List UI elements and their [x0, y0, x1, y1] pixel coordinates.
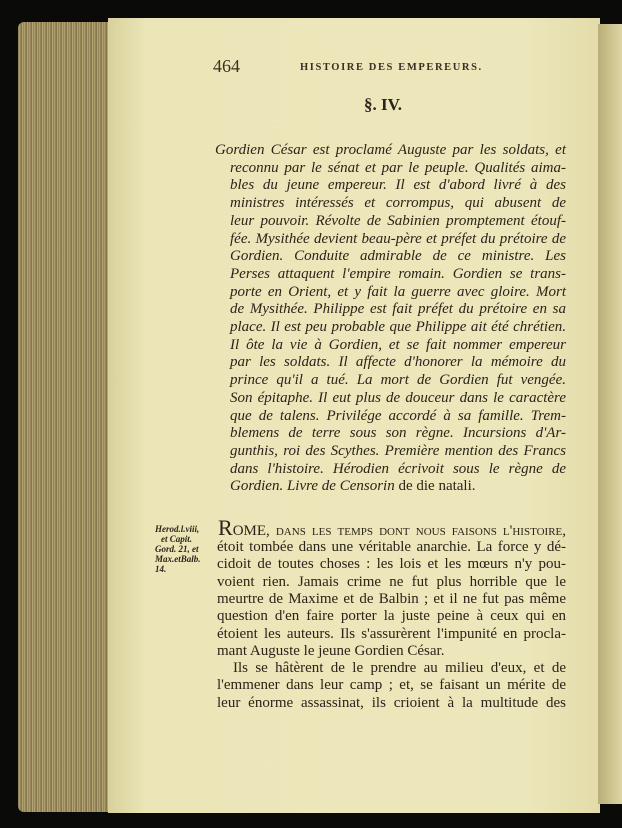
summary-line: leur pouvoir. Révolte de Sabinien promptement étouf-	[230, 212, 566, 229]
body-line: Ils se hâtèrent de le prendre au milieu d'eux, et de	[233, 660, 566, 677]
summary-line: Perses attaquent l'empire romain. Gordien se trans-	[230, 265, 566, 282]
summary-line: bles du jeune empereur. Il est d'abord livré à des	[230, 177, 566, 194]
summary-line: de Mysithée. Philippe est fait préfet du prétoire en sa	[230, 301, 566, 318]
summary-line: gunthis, roi des Scythes. Première mention des Francs	[230, 442, 566, 459]
margin-note-line: et Capit.	[161, 534, 192, 544]
margin-note-line: Herod.l.viii,	[155, 524, 200, 534]
summary-roman: de die natali.	[394, 478, 476, 494]
summary-line: place. Il est peu probable que Philippe ait été chrétien.	[230, 319, 566, 335]
summary-line: par les soldats. Il affecte d'honorer la mémoire du	[230, 354, 566, 371]
body-first-line	[218, 515, 566, 540]
summary-line: dans l'histoire. Hérodien écrivoit sous le règne de	[230, 460, 566, 477]
margin-note-line: 14.	[155, 564, 167, 574]
body-line: meurtre de Maxime et de Balbin ; et il ne fut pas même	[217, 590, 566, 607]
body-line: mant Auguste le jeune Gordien César.	[217, 642, 445, 659]
summary-line: reconnu par le sénat et par le peuple. Qualités aima-	[230, 159, 566, 176]
summary-last-line	[230, 477, 476, 495]
summary-line: ministres intéressés et corrompus, qui abusent de	[230, 195, 566, 212]
summary-line: prince qu'il a tué. La mort de Gordien fut vengée.	[230, 372, 566, 389]
margin-note-line: Max.etBalb.	[155, 554, 201, 564]
page-number: 464	[213, 56, 240, 76]
summary-line: fée. Mysithée devient beau-père et préfet du prétoire de	[230, 230, 566, 247]
body-line: question d'en faire porter la juste peine à ceux qui en	[217, 608, 566, 625]
summary-line: blemens de terre sous son règne. Incursions d'Ar-	[230, 425, 566, 442]
summary-line: que de talens. Privilége accordé à sa famille. Trem-	[230, 407, 566, 424]
body-line: voient rien. Jamais crime ne fut plus horrible que le	[217, 573, 566, 590]
summary-line: Gordien. Conduite admirable de ce ministre. Les	[230, 248, 566, 265]
page-edges	[18, 22, 113, 812]
summary-line: Gordien César est proclamé Auguste par les soldats, et	[215, 142, 566, 158]
facing-page-edge	[598, 24, 622, 804]
summary-line: Il ôte la vie à Gordien, et se fait nommer empereur	[230, 336, 566, 353]
summary-italic: Gordien. Livre de Censorin	[230, 478, 395, 494]
summary-line: Son épitaphe. Il eut plus de douceur dans le caractère	[230, 389, 566, 406]
margin-note-line: Gord. 21, et	[155, 544, 199, 554]
section-title: §. IV.	[364, 95, 402, 114]
running-title: HISTOIRE DES EMPEREURS.	[300, 62, 483, 73]
body-line: leur énorme assassinat, ils crioient à la multitude des	[217, 694, 566, 711]
body-line: étoient les auteurs. Ils s'assurèrent l'impunité en procla-	[217, 625, 566, 642]
body-line: étoit tombée dans une véritable anarchie. La force y dé-	[217, 539, 566, 555]
summary-line: porte en Orient, et y fait la guerre avec gloire. Mort	[230, 283, 566, 300]
first-line-text: OME, dans les temps dont nous faisons l'histoire,	[232, 523, 566, 539]
drop-capital: R	[218, 515, 233, 540]
body-line: l'emmener dans leur camp ; et, se faisant un mérite de	[217, 677, 566, 694]
body-line: cidoit de toutes choses : les lois et les mœurs n'y pou-	[217, 556, 566, 573]
margin-note	[155, 524, 201, 574]
